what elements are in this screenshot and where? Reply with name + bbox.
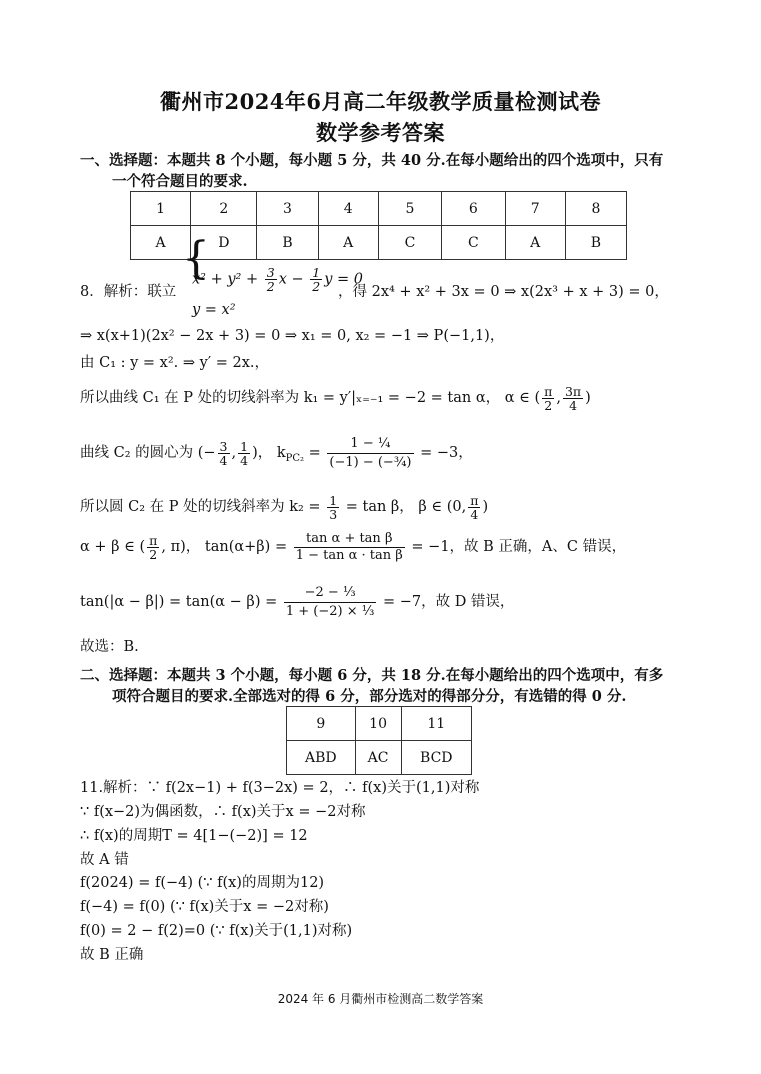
sol11-line4: 故 A 错 <box>80 852 129 868</box>
text-part: )， k <box>252 445 286 461</box>
table-row <box>287 707 472 741</box>
frac-den: 4 <box>240 452 249 468</box>
table-cell: B <box>257 226 318 260</box>
table-cell: ABD <box>287 741 356 775</box>
frac-den: 2 <box>544 397 553 413</box>
text-part: 所以曲线 C₁ 在 P 处的切线斜率为 k₁ = y′|ₓ₌₋₁ = −2 = tan α， α ∈ ( <box>80 390 541 406</box>
table-cell: A <box>318 226 378 260</box>
text-part: = tan β， β ∈ (0, <box>341 499 467 515</box>
table-cell: D <box>191 226 257 260</box>
frac-num: tan α + tan β <box>294 531 405 548</box>
section-2-line2: 项符合题目的要求.全部选对的得 6 分，部分选对的得部分分，有选错的得 0 分. <box>112 688 627 705</box>
frac-den: 1 − tan α · tan β <box>295 547 403 563</box>
eq-part: x² + y² + <box>192 271 263 288</box>
eq-part: y = 0 <box>324 271 363 288</box>
frac-den: 2 <box>312 279 321 294</box>
sol11-line1: 11.解析：∵ f(2x−1) + f(3−2x) = 2，∴ f(x)关于(1,1)对称 <box>80 780 480 796</box>
sol11-line5: f(2024) = f(−4) (∵ f(x)的周期为12) <box>80 875 325 891</box>
text-part: , <box>231 445 237 461</box>
frac-num: −2 − ⅓ <box>284 584 377 603</box>
page-footer: 2024 年 6 月衢州市检测高二数学答案 <box>277 992 484 1006</box>
sol8-line8 <box>80 572 514 632</box>
text-part: ) <box>585 390 591 406</box>
table-cell: 9 <box>287 707 356 741</box>
table-cell: 5 <box>378 192 441 226</box>
frac-num: 1 <box>329 492 338 508</box>
text-part: = −1，故 B 正确，A、C 错误， <box>406 539 627 555</box>
text-part: = −7，故 D 错误， <box>378 594 515 610</box>
table-cell: BCD <box>401 741 471 775</box>
frac-den: 2 <box>149 546 158 562</box>
frac-num: π <box>470 492 479 508</box>
frac-num: 1 <box>240 438 249 454</box>
frac-num: π <box>149 532 158 548</box>
text-part: = <box>304 445 326 461</box>
text-part: α + β ∈ ( <box>80 539 146 555</box>
text-part: = −3， <box>415 445 473 461</box>
page-subtitle: 数学参考答案 <box>316 120 445 145</box>
frac-den: 2 <box>266 279 275 294</box>
frac-num: π <box>544 383 553 399</box>
text-part: , π)， tan(α+β) = <box>161 539 292 555</box>
table-cell: B <box>565 226 626 260</box>
sol11-line8: 故 B 正确 <box>80 947 144 963</box>
sol8-line4 <box>80 380 591 416</box>
text-part: tan(|α − β|) = tan(α − β) = <box>80 594 282 610</box>
table-row <box>131 192 627 226</box>
frac-den: 4 <box>470 506 479 522</box>
sol11-line7: f(0) = 2 − f(2)=0 (∵ f(x)关于(1,1)对称) <box>80 923 353 939</box>
brace-icon: { <box>182 233 210 284</box>
frac-num: 1 <box>312 265 321 280</box>
table-cell: 2 <box>191 192 257 226</box>
answer-table-2 <box>286 706 472 775</box>
frac-den: 4 <box>219 452 228 468</box>
text-part: 曲线 C₂ 的圆心为 (− <box>80 445 216 461</box>
section-2-heading <box>80 665 688 707</box>
text-part: ) <box>482 499 489 515</box>
section-1-line2: 一个符合题目的要求. <box>112 173 248 190</box>
table-cell: 6 <box>442 192 505 226</box>
frac-num: 3 <box>266 265 275 280</box>
frac-num: 3π <box>564 383 582 399</box>
sol8-line5 <box>80 422 473 484</box>
table-cell: A <box>505 226 565 260</box>
frac-den: 3 <box>329 506 338 522</box>
table-cell: A <box>131 226 191 260</box>
sol8-lead: 8．解析：联立 <box>80 284 177 300</box>
eq-part: x − <box>278 271 309 288</box>
sol11-line3: ∴ f(x)的周期T = 4[1−(−2)] = 12 <box>80 828 308 844</box>
frac-den: 4 <box>569 397 578 413</box>
table-cell: 4 <box>318 192 378 226</box>
section-2-line1: 二、选择题：本题共 3 个小题，每小题 6 分，共 18 分.在每小题给出的四个选项中，有多 <box>80 667 664 684</box>
frac-den: (−1) − (−¾) <box>329 454 412 470</box>
table-cell: 1 <box>131 192 191 226</box>
sol8-equation-2: y = x² <box>192 302 236 318</box>
frac-num: 3 <box>219 438 228 454</box>
sol8-line2: ⇒ x(x+1)(2x² − 2x + 3) = 0 ⇒ x₁ = 0, x₂ = −1 ⇒ P(−1,1)， <box>80 328 505 344</box>
sol8-conclusion: 故选：B. <box>80 639 139 655</box>
table-cell: 10 <box>355 707 401 741</box>
section-1-heading <box>80 150 688 192</box>
sol8-line7 <box>80 529 626 565</box>
table-cell: C <box>378 226 441 260</box>
table-cell: 8 <box>565 192 626 226</box>
subscript: PC₂ <box>285 452 305 464</box>
sol8-line3: 由 C₁ : y = x². ⇒ y′ = 2x.， <box>80 355 270 371</box>
page-title: 衢州市2024年6月高二年级教学质量检测试卷 <box>159 89 602 114</box>
table-cell: 7 <box>505 192 565 226</box>
sol11-line2: ∵ f(x−2)为偶函数，∴ f(x)关于x = −2对称 <box>80 804 366 820</box>
text-part: , <box>556 390 561 406</box>
sol8-system <box>80 233 680 322</box>
sol8-line6 <box>80 489 488 525</box>
sol11-line6: f(−4) = f(0) (∵ f(x)关于x = −2对称) <box>80 899 329 915</box>
text-part: 所以圆 C₂ 在 P 处的切线斜率为 k₂ = <box>80 499 326 515</box>
table-cell: 3 <box>257 192 318 226</box>
sol8-result: ，得 2x⁴ + x² + 3x = 0 ⇒ x(2x³ + x + 3) = 0， <box>338 284 669 300</box>
table-cell: 11 <box>401 707 471 741</box>
table-cell: AC <box>355 741 401 775</box>
frac-den: 1 + (−2) × ⅓ <box>285 603 375 619</box>
section-1-line1: 一、选择题：本题共 8 个小题，每小题 5 分，共 40 分.在每小题给出的四个选项中，只有 <box>80 152 664 169</box>
table-row <box>287 741 472 775</box>
frac-num: 1 − ¼ <box>327 435 413 454</box>
table-cell: C <box>442 226 505 260</box>
